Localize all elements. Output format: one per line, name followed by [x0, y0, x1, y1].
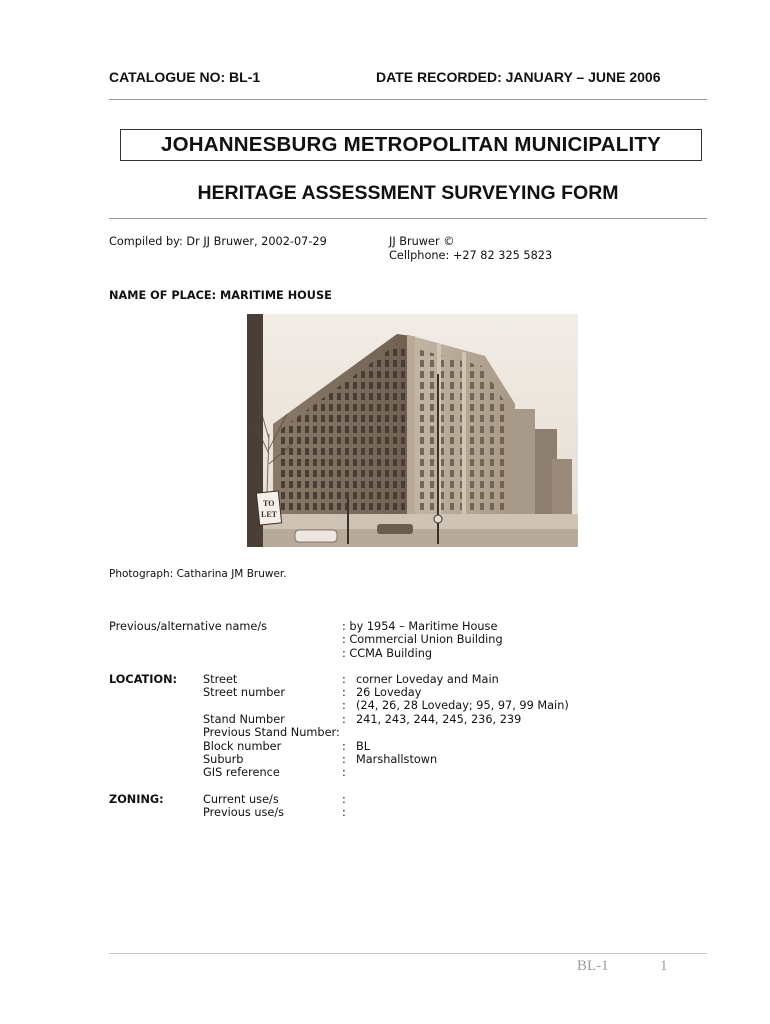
- previous-names-label: Previous/alternative name/s: [109, 620, 268, 633]
- sign-text-line1: TO: [263, 499, 275, 508]
- location-colon: :: [342, 753, 346, 766]
- location-value: corner Loveday and Main: [356, 673, 499, 686]
- location-colon: :: [342, 713, 346, 726]
- footer-divider: [109, 953, 707, 954]
- zoning-label: Previous use/s: [203, 806, 285, 819]
- location-colon: :: [342, 699, 346, 712]
- photo-caption: Photograph: Catharina JM Bruwer.: [109, 568, 287, 580]
- location-value: 241, 243, 244, 245, 236, 239: [356, 713, 522, 726]
- compiled-by: Compiled by: Dr JJ Bruwer, 2002-07-29: [109, 235, 327, 248]
- location-label: Suburb: [203, 753, 244, 766]
- previous-name-2: : Commercial Union Building: [342, 633, 503, 646]
- location-label: Street: [203, 673, 238, 686]
- sign-text-line2: LET: [261, 510, 278, 519]
- catalogue-number: CATALOGUE NO: BL-1: [109, 69, 261, 85]
- date-recorded: DATE RECORDED: JANUARY – JUNE 2006: [376, 69, 661, 85]
- previous-name-3: : CCMA Building: [342, 647, 433, 660]
- place-name: NAME OF PLACE: MARITIME HOUSE: [109, 289, 332, 302]
- location-colon: :: [342, 673, 346, 686]
- document-subtitle: HERITAGE ASSESSMENT SURVEYING FORM: [197, 182, 619, 204]
- building-photograph: [247, 314, 578, 547]
- zoning-label: Current use/s: [203, 793, 279, 806]
- page-number: 1: [660, 958, 668, 974]
- location-value: 26 Loveday: [356, 686, 422, 699]
- zoning-colon: :: [342, 793, 346, 806]
- location-colon: :: [342, 766, 346, 779]
- location-value: Marshallstown: [356, 753, 438, 766]
- location-label: Stand Number: [203, 713, 285, 726]
- location-value: (24, 26, 28 Loveday; 95, 97, 99 Main): [356, 699, 569, 712]
- previous-name-1: : by 1954 – Maritime House: [342, 620, 498, 633]
- location-colon: :: [342, 740, 346, 753]
- author-cellphone: Cellphone: +27 82 325 5823: [389, 249, 553, 262]
- location-label: Block number: [203, 740, 282, 753]
- location-heading: LOCATION:: [109, 673, 178, 686]
- document-title: JOHANNESBURG METROPOLITAN MUNICIPALITY: [161, 133, 661, 156]
- zoning-colon: :: [342, 806, 346, 819]
- zoning-heading: ZONING:: [109, 793, 164, 806]
- location-label: Street number: [203, 686, 286, 699]
- header-divider: [109, 99, 707, 100]
- footer-reference: BL-1: [577, 958, 609, 974]
- author-name: JJ Bruwer ©: [389, 235, 455, 248]
- location-value: BL: [356, 740, 371, 753]
- location-colon: :: [342, 686, 346, 699]
- title-box: [120, 129, 702, 161]
- location-label: GIS reference: [203, 766, 280, 779]
- title-divider: [109, 218, 707, 219]
- location-label: Previous Stand Number:: [203, 726, 340, 739]
